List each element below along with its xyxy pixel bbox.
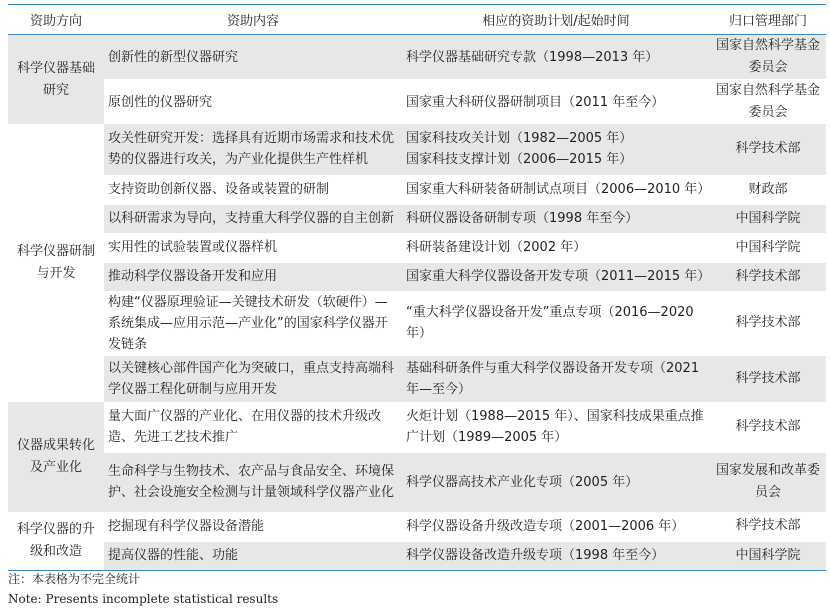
funding-table [8,4,826,571]
funding-plan-cell: 科研装备建设计划（2002 年） [402,233,710,262]
funding-content-cell: 攻关性研究开发：选择具有近期市场需求和技术优势的仪器进行攻关，为产业化提供生产性样机 [104,124,402,175]
header-row [8,5,826,35]
header-department: 归口管理部门 [710,5,826,35]
table-row [8,291,826,355]
funding-content-cell: 实用性的试验装置或仪器样机 [104,233,402,262]
department-cell: 科学技术部 [710,124,826,175]
table-row [8,355,826,402]
department-cell: 国家自然科学基金委员会 [710,80,826,125]
funding-plan-cell: 科学仪器高技术产业化专项（2005 年） [402,452,710,512]
department-cell: 科学技术部 [710,355,826,402]
department-cell: 中国科学院 [710,541,826,570]
table-row [8,35,826,80]
department-cell: 中国科学院 [710,204,826,233]
table-row [8,233,826,262]
funding-plan-cell: 科学仪器基础研究专款（1998—2013 年） [402,35,710,80]
department-cell: 国家发展和改革委员会 [710,452,826,512]
table-row [8,402,826,452]
note-english: Note: Presents incomplete statistical results [8,592,279,606]
funding-plan-cell: “重大科学仪器设备开发”重点专项（2016—2020 年） [402,291,710,355]
department-cell: 科学技术部 [735,418,801,434]
department-cell: 科学技术部 [710,291,826,355]
table-row [8,204,826,233]
header-plan: 相应的资助计划/起始时间 [402,5,710,35]
table-row [8,512,826,541]
funding-direction-cell: 仪器成果转化及产业化 [8,402,104,512]
table-body [8,35,826,571]
funding-content-cell: 以关键核心部件国产化为突破口，重点支持高端科学仪器工程化研制与应用开发 [104,355,402,402]
funding-content-cell: 推动科学仪器设备开发和应用 [104,262,402,291]
table-row [8,80,826,125]
department-cell: 中国科学院 [710,233,826,262]
funding-plan-cell: 基础科研条件与重大科学仪器设备开发专项（2021 年—至今） [402,355,710,402]
funding-content-cell: 支持资助创新仪器、设备或装置的研制 [104,175,402,204]
table-row [8,262,826,291]
header-direction: 资助方向 [8,5,104,35]
funding-direction-cell: 科学仪器的升级和改造 [8,512,104,570]
funding-direction-cell: 科学仪器基础研究 [8,35,104,125]
funding-direction-cell: 科学仪器研制与开发 [8,124,104,402]
funding-content-cell: 提高仪器的性能、功能 [104,541,402,570]
table-row [8,452,826,512]
funding-content-cell: 构建“仪器原理验证—关键技术研发（软硬件）—系统集成—应用示范—产业化”的国家科学仪器开发链条 [104,291,402,355]
funding-content-cell: 挖掘现有科学仪器设备潜能 [108,518,265,534]
table-row [8,175,826,204]
funding-plan-cell: 科研仪器设备研制专项（1998 年至今） [402,204,710,233]
funding-plan-cell: 国家科技攻关计划（1982—2005 年） 国家科技支撑计划（2006—2015 年） [402,124,710,175]
funding-plan-cell: 国家重大科学仪器设备开发专项（2011—2015 年） [402,262,710,291]
funding-content-cell: 量大面广仪器的产业化、在用仪器的技术升级改造、先进工艺技术推广 [108,408,382,445]
note-chinese: 注：本表格为不完全统计 [8,572,141,586]
department-cell: 科学技术部 [735,518,801,534]
department-cell: 科学技术部 [710,262,826,291]
table-row [8,124,826,175]
funding-plan-cell: 国家重大科研装备研制试点项目（2006—2010 年） [402,175,710,204]
funding-content-cell: 创新性的新型仪器研究 [104,35,402,80]
department-cell: 国家自然科学基金委员会 [710,35,826,80]
funding-content-cell: 生命科学与生物技术、农产品与食品安全、环境保护、社会设施安全检测与计量领域科学仪器产业化 [104,452,402,512]
funding-plan-cell: 科学仪器设备改造升级专项（1998 年至今） [402,541,710,570]
table-row [8,541,826,570]
funding-content-cell: 原创性的仪器研究 [104,80,402,125]
header-content: 资助内容 [104,5,402,35]
funding-plan-cell: 火炬计划（1988—2015 年）、国家科技成果重点推广计划（1989—2005 年） [406,408,704,445]
funding-plan-cell: 国家重大科研仪器研制项目（2011 年至今） [402,80,710,125]
department-cell: 财政部 [710,175,826,204]
funding-content-cell: 以科研需求为导向，支持重大科学仪器的自主创新 [104,204,402,233]
funding-plan-cell: 科学仪器设备升级改造专项（2001—2006 年） [406,518,685,534]
